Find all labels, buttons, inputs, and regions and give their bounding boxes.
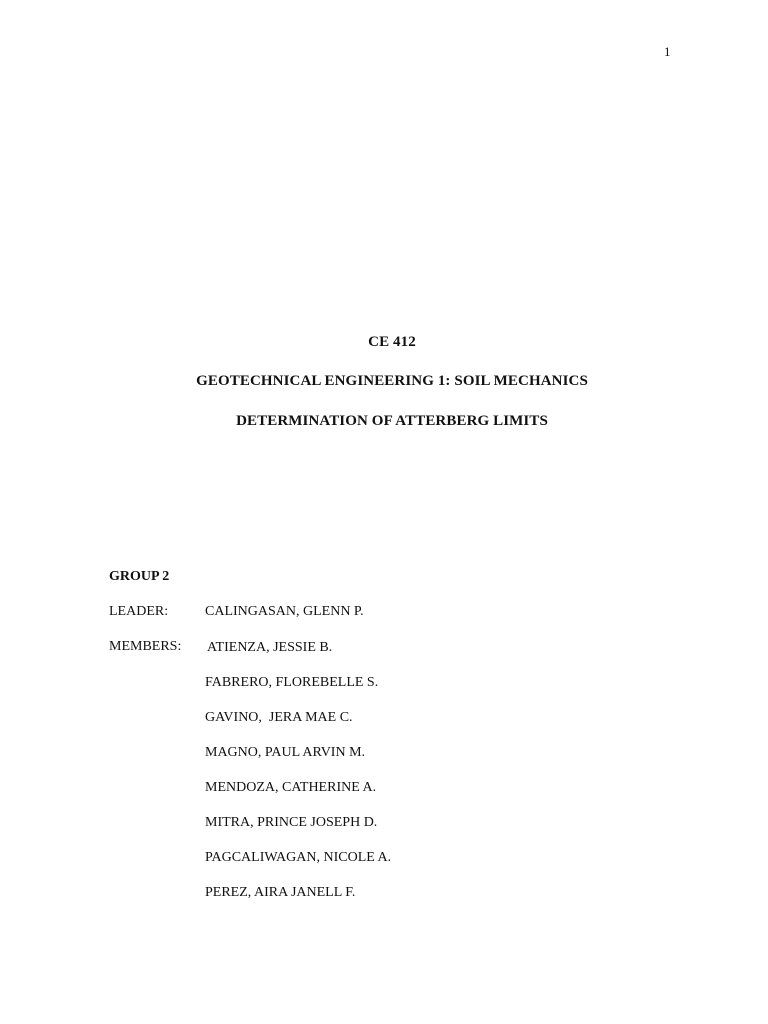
course-title: GEOTECHNICAL ENGINEERING 1: SOIL MECHANICS <box>196 373 588 389</box>
member-name: PEREZ, AIRA JANELL F. <box>205 885 356 900</box>
member-name: GAVINO, JERA MAE C. <box>205 710 353 725</box>
member-name: MAGNO, PAUL ARVIN M. <box>205 745 366 760</box>
member-name: MENDOZA, CATHERINE A. <box>205 780 377 795</box>
member-name: MITRA, PRINCE JOSEPH D. <box>205 815 378 830</box>
leader-name: CALINGASAN, GLENN P. <box>205 604 364 619</box>
members-label: MEMBERS: <box>109 639 182 654</box>
experiment-title: DETERMINATION OF ATTERBERG LIMITS <box>236 413 548 429</box>
group-label: GROUP 2 <box>109 569 170 584</box>
leader-label: LEADER: <box>109 604 169 619</box>
member-name: FABRERO, FLOREBELLE S. <box>205 675 379 690</box>
member-name: ATIENZA, JESSIE B. <box>207 640 333 655</box>
member-name: PAGCALIWAGAN, NICOLE A. <box>205 850 392 865</box>
course-code: CE 412 <box>368 334 416 350</box>
member-list <box>205 639 391 919</box>
page-number: 1 <box>664 44 671 59</box>
